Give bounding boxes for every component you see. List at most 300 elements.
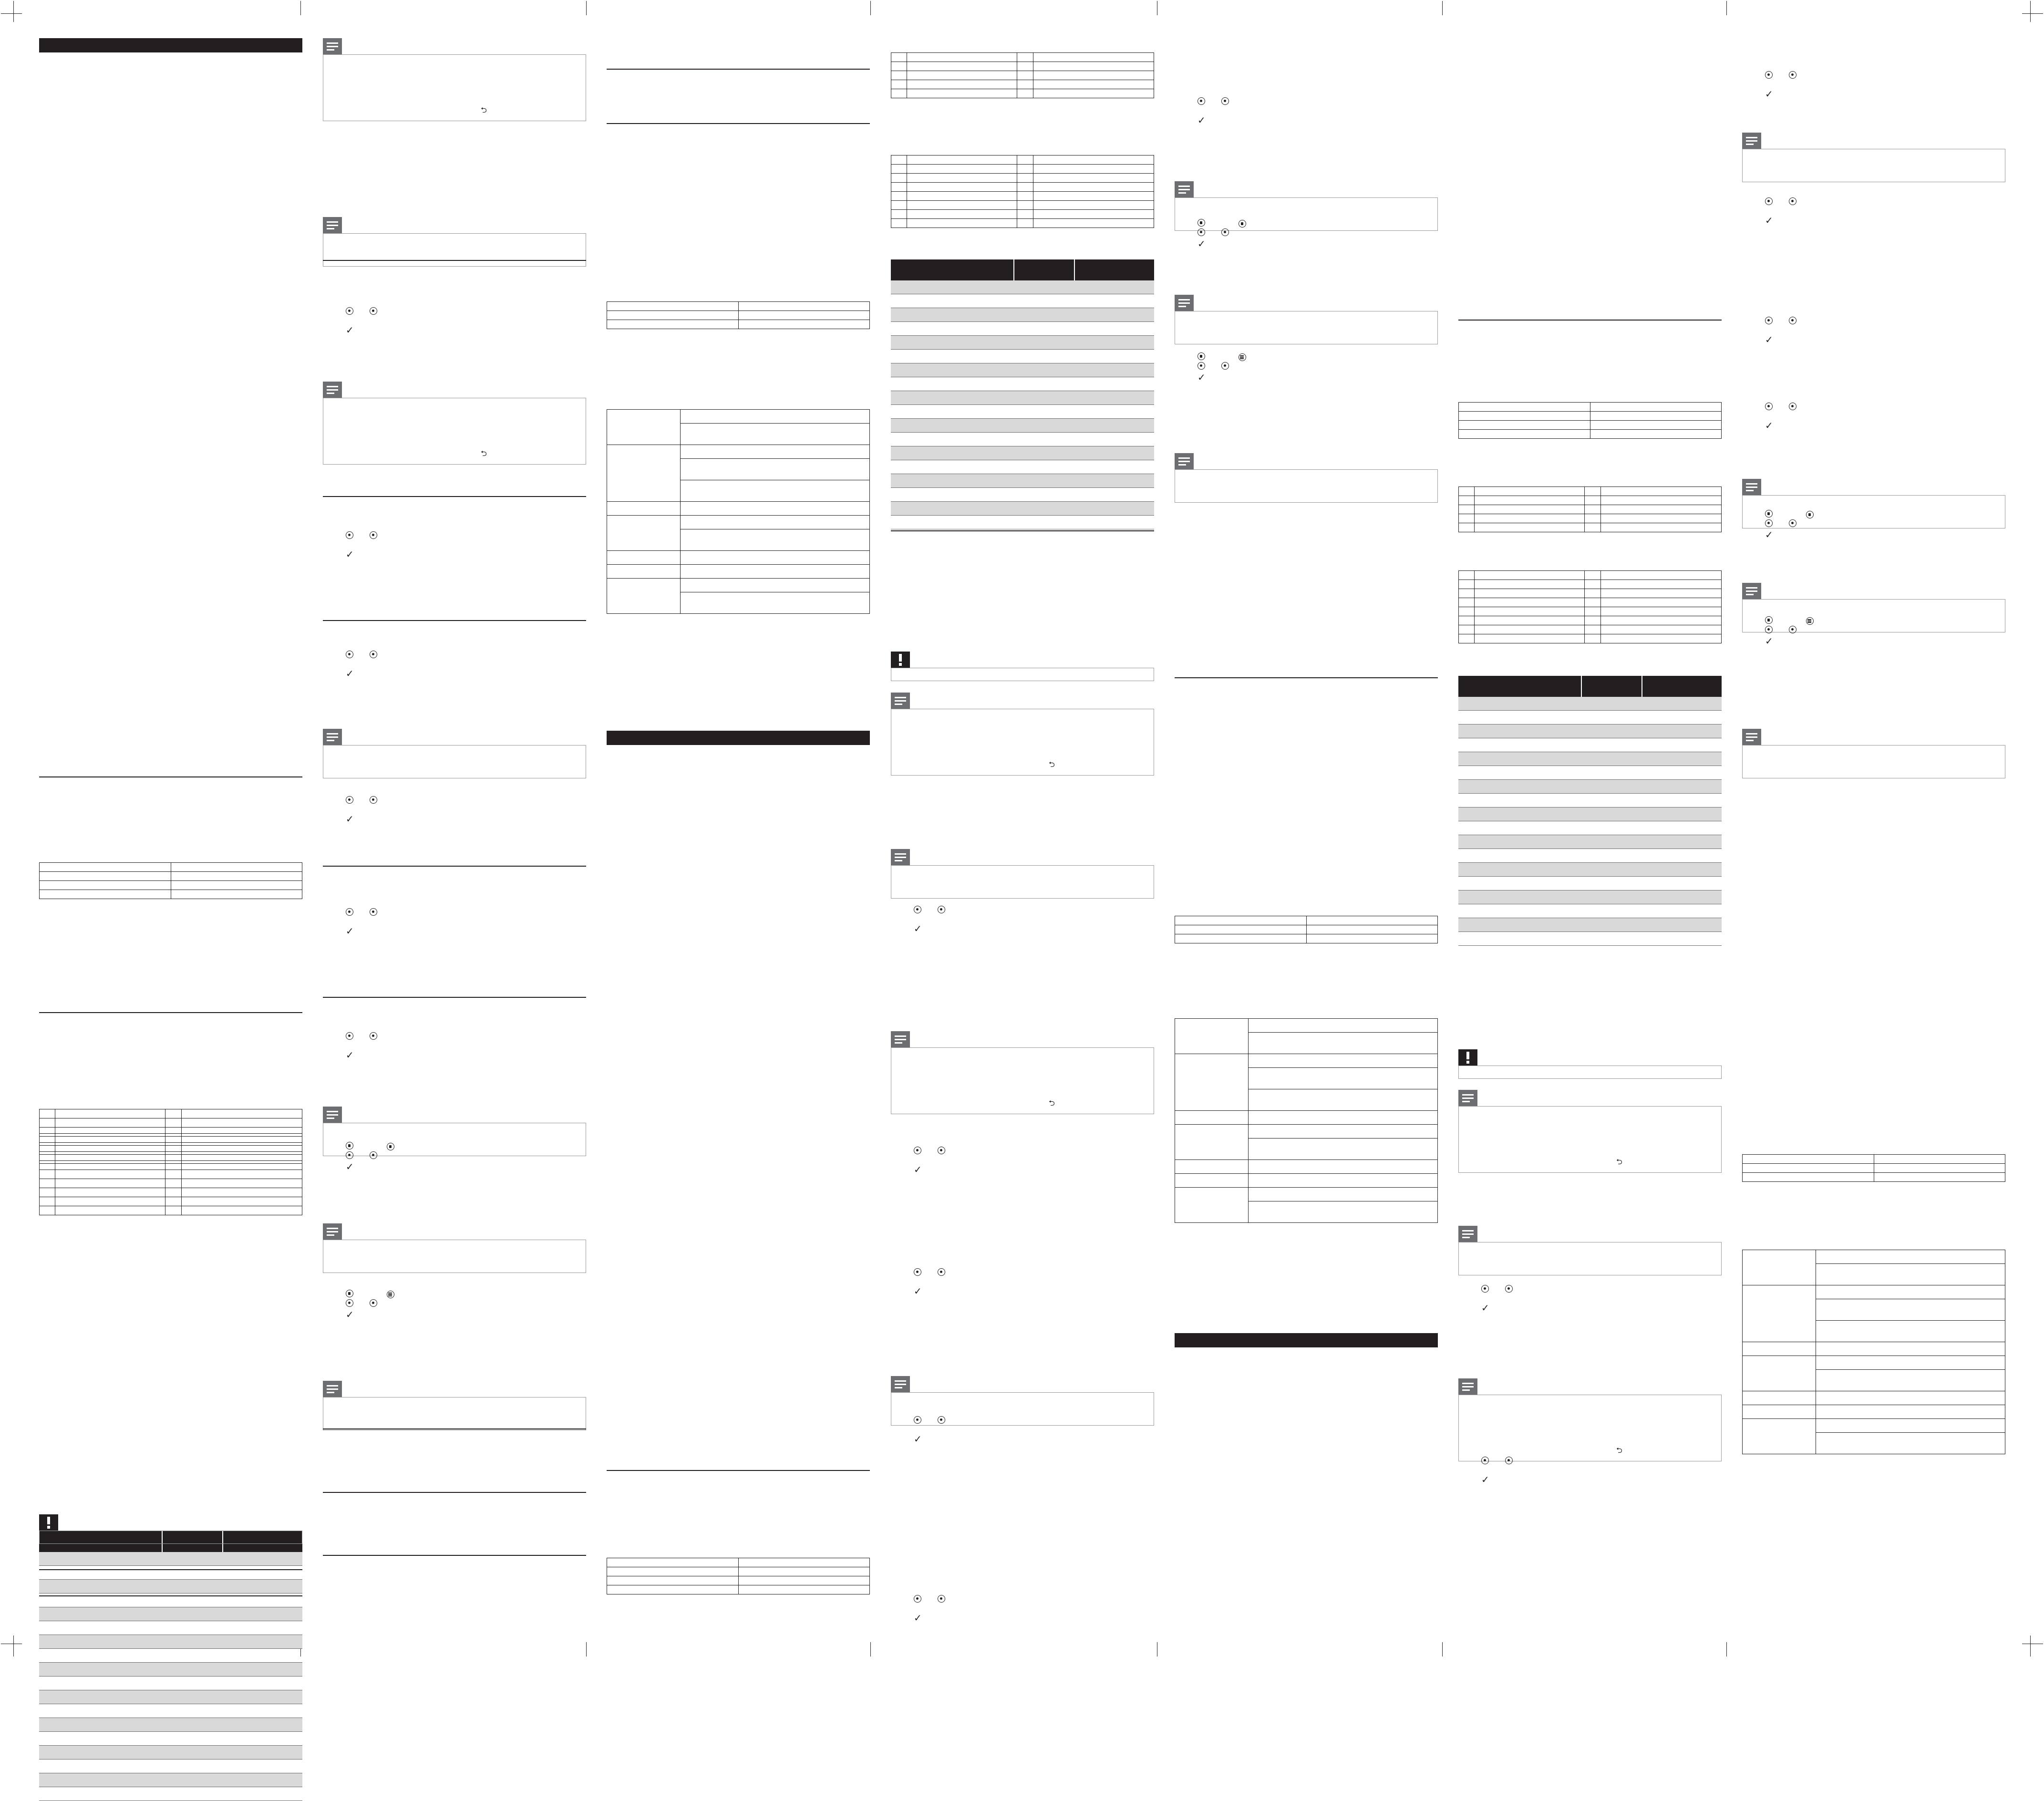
table-row	[1459, 523, 1722, 532]
table-cell	[1475, 607, 1585, 616]
table-row	[891, 80, 1154, 89]
rule-block	[1175, 677, 1438, 678]
select-button-icon[interactable]	[938, 1416, 945, 1424]
section-header-text	[607, 734, 610, 742]
power-button-icon[interactable]	[387, 1143, 394, 1150]
table-cell	[1585, 625, 1600, 634]
power-button-icon[interactable]	[1806, 511, 1814, 518]
note-body	[1175, 311, 1438, 344]
select-button-icon[interactable]	[346, 1151, 353, 1159]
note-header	[891, 849, 1154, 865]
table-row	[1175, 1019, 1438, 1033]
power-button-icon[interactable]	[1197, 219, 1205, 227]
table-row	[40, 1179, 302, 1188]
select-button-icon[interactable]	[914, 1147, 921, 1154]
grid-table-block	[1458, 570, 1722, 643]
rule-block	[607, 69, 870, 70]
menu-button-icon[interactable]	[387, 1291, 394, 1298]
data-grid-table	[1458, 570, 1722, 643]
select-button-icon[interactable]	[1221, 97, 1229, 105]
select-button-icon[interactable]	[370, 908, 377, 916]
select-button-icon[interactable]	[938, 1147, 945, 1154]
table-cell	[1033, 80, 1154, 89]
data-grid-table	[891, 52, 1154, 98]
key-value-table	[607, 301, 870, 329]
table-row	[1458, 738, 1722, 752]
spec-value-cell	[1249, 1201, 1438, 1223]
select-button-icon[interactable]	[346, 908, 353, 916]
check-icon: ✓	[1765, 215, 1773, 226]
power-button-icon[interactable]	[346, 1290, 353, 1297]
warning-header	[1458, 1049, 1722, 1066]
table-cell	[1590, 421, 1722, 430]
table-cell	[1017, 192, 1033, 201]
table-cell	[171, 863, 302, 872]
spec-value-cell	[1816, 1342, 2005, 1356]
table-cell	[1033, 62, 1154, 71]
table-row	[891, 62, 1154, 71]
table-row	[607, 579, 870, 592]
note-header	[1742, 133, 2005, 149]
section-rule	[323, 496, 586, 497]
table-header-cell	[1458, 676, 1582, 697]
select-button-icon[interactable]	[938, 1268, 945, 1276]
table-cell	[1874, 1164, 2005, 1173]
select-button-icon[interactable]	[1789, 71, 1796, 79]
select-button-icon[interactable]	[370, 307, 377, 315]
back-icon: ⮌	[1049, 760, 1055, 769]
table-row	[40, 881, 302, 890]
table-cell	[607, 1558, 739, 1567]
table-row	[891, 53, 1154, 62]
step-row	[1742, 635, 2005, 647]
power-button-icon[interactable]	[1197, 352, 1205, 360]
table-cell	[40, 872, 171, 881]
select-button-icon[interactable]	[1221, 362, 1229, 370]
key-value-table	[607, 1558, 870, 1594]
select-button-icon[interactable]	[1197, 228, 1205, 236]
check-icon: ✓	[914, 1164, 922, 1175]
table-cell	[1590, 403, 1722, 412]
note-header	[1175, 453, 1438, 469]
select-button-icon[interactable]	[1481, 1285, 1489, 1293]
table-cell	[55, 1197, 165, 1206]
table-cell	[171, 872, 302, 881]
check-icon: ✓	[1197, 114, 1206, 126]
note-icon	[891, 1376, 910, 1392]
crop-mark	[13, 1, 14, 22]
note-block	[323, 1381, 586, 1430]
rule-block	[323, 1555, 586, 1556]
note-icon	[1458, 1226, 1477, 1242]
warning-body	[891, 668, 1154, 681]
spec-value-cell	[681, 502, 870, 516]
column-6	[1458, 0, 1722, 1657]
warning-block	[39, 1514, 302, 1544]
table-cell	[1017, 53, 1033, 62]
table-row	[1743, 1164, 2005, 1173]
select-button-icon[interactable]	[346, 796, 353, 804]
table-row	[891, 192, 1154, 201]
select-button-icon[interactable]	[1765, 71, 1773, 79]
select-button-icon[interactable]	[370, 651, 377, 658]
table-row	[891, 446, 1154, 460]
select-button-icon[interactable]	[938, 1595, 945, 1603]
table-cell	[1600, 571, 1721, 580]
kv-table-block	[607, 301, 870, 329]
table-row	[891, 308, 1154, 322]
table-cell	[1585, 589, 1600, 598]
table-cell	[907, 80, 1017, 89]
table-cell	[738, 1558, 870, 1567]
column-1	[39, 0, 302, 1657]
crop-mark	[2030, 1, 2031, 22]
select-button-icon[interactable]	[1765, 197, 1773, 205]
table-cell	[907, 53, 1017, 62]
table-cell	[1743, 1155, 1874, 1164]
step-row	[1742, 334, 2005, 345]
select-button-icon[interactable]	[1197, 97, 1205, 105]
step-row	[1742, 420, 2005, 431]
step-row	[323, 1309, 586, 1320]
select-button-icon[interactable]	[1765, 317, 1773, 324]
power-button-icon[interactable]	[1239, 220, 1246, 228]
table-cell	[1585, 505, 1600, 514]
table-cell	[607, 1567, 739, 1576]
check-icon: ✓	[914, 1433, 922, 1445]
table-row	[891, 71, 1154, 80]
spec-group-cell	[1175, 1054, 1249, 1111]
column-3	[607, 0, 870, 1657]
table-cell	[165, 1143, 181, 1152]
table-cell	[1585, 496, 1600, 505]
select-button-icon[interactable]	[1221, 228, 1229, 236]
table-row	[39, 1663, 302, 1677]
select-button-icon[interactable]	[1789, 403, 1796, 410]
select-button-icon[interactable]	[370, 1151, 377, 1159]
table-row	[1458, 780, 1722, 794]
note-block	[1742, 133, 2005, 182]
select-button-icon[interactable]	[1789, 317, 1796, 324]
spec-value-cell	[1249, 1089, 1438, 1111]
step-row	[1458, 1283, 1722, 1294]
select-button-icon[interactable]	[938, 906, 945, 913]
table-cell	[165, 1109, 181, 1118]
table-row	[1458, 752, 1722, 766]
power-button-icon[interactable]	[1765, 616, 1773, 624]
select-button-icon[interactable]	[346, 651, 353, 658]
table-row	[891, 89, 1154, 98]
select-button-icon[interactable]	[914, 1268, 921, 1276]
table-row	[1459, 421, 1722, 430]
step-row	[891, 1612, 1154, 1624]
spec-group-cell	[1175, 1188, 1249, 1223]
table-cell	[738, 1576, 870, 1585]
select-button-icon[interactable]	[1765, 403, 1773, 410]
select-button-icon[interactable]	[1789, 197, 1796, 205]
note-body	[891, 1047, 1154, 1114]
check-icon: ✓	[914, 1612, 922, 1624]
table-row	[39, 1732, 302, 1746]
table-row	[607, 502, 870, 516]
table-cell	[1874, 1173, 2005, 1182]
table-row	[39, 1787, 302, 1801]
table-cell	[1585, 607, 1600, 616]
column-7	[1742, 0, 2005, 1657]
spec-group-cell	[607, 516, 681, 551]
note-block	[1175, 453, 1438, 503]
warning-body	[39, 1531, 302, 1544]
data-grid-table	[39, 1133, 302, 1215]
table-row	[39, 1566, 302, 1580]
note-block	[323, 1223, 586, 1273]
table-cell	[1017, 183, 1033, 192]
step-row	[891, 923, 1154, 934]
table-cell	[165, 1161, 181, 1170]
step-row	[323, 1049, 586, 1061]
power-button-icon[interactable]	[1765, 510, 1773, 518]
table-row	[39, 1718, 302, 1732]
step-row	[323, 1030, 586, 1042]
table-row	[891, 488, 1154, 502]
table-row	[1175, 925, 1438, 934]
table-row	[39, 1690, 302, 1704]
table-cell	[40, 1143, 55, 1152]
table-cell	[165, 1152, 181, 1161]
note-header	[891, 693, 1154, 709]
table-cell	[181, 1197, 302, 1206]
table-cell	[1585, 571, 1600, 580]
section-rule	[1458, 320, 1722, 321]
table-cell	[891, 155, 907, 165]
step-row	[323, 549, 586, 560]
table-row	[891, 336, 1154, 350]
section-rule	[323, 1492, 586, 1493]
table-row	[891, 201, 1154, 210]
table-cell	[1600, 505, 1721, 514]
table-cell	[1459, 523, 1475, 532]
check-icon: ✓	[346, 813, 354, 825]
table-cell	[1475, 598, 1585, 607]
step-row	[1742, 196, 2005, 207]
step-row	[1742, 88, 2005, 100]
warning-block	[891, 652, 1154, 681]
rule-block	[323, 496, 586, 497]
table-cell	[1017, 89, 1033, 98]
spec-table-block	[1742, 1250, 2005, 1454]
table-row	[607, 1585, 870, 1594]
rule-block	[323, 1428, 586, 1429]
table-row	[1459, 571, 1722, 580]
table-cell	[738, 311, 870, 320]
check-icon: ✓	[1197, 238, 1206, 249]
select-button-icon[interactable]	[914, 1416, 921, 1424]
table-cell	[1033, 210, 1154, 219]
warning-icon	[891, 652, 910, 668]
table-cell	[1585, 523, 1600, 532]
table-row	[1459, 607, 1722, 616]
table-row	[607, 1567, 870, 1576]
spec-group-cell	[1175, 1160, 1249, 1174]
spec-value-cell	[1816, 1264, 2005, 1285]
note-body	[891, 865, 1154, 899]
table-cell	[1017, 165, 1033, 174]
table-cell	[907, 174, 1017, 183]
shaded-table-block	[39, 1531, 302, 1801]
shaded-table	[891, 259, 1154, 529]
select-button-icon[interactable]	[914, 906, 921, 913]
table-cell	[738, 320, 870, 329]
menu-button-icon[interactable]	[1806, 617, 1814, 625]
table-cell	[40, 1170, 55, 1179]
step-row	[323, 305, 586, 317]
step-row	[323, 906, 586, 918]
table-row	[1175, 1160, 1438, 1174]
step-row	[1742, 624, 2005, 635]
table-header-cell	[1642, 676, 1722, 697]
table-cell	[907, 155, 1017, 165]
column-2	[323, 0, 586, 1657]
warning-icon	[1458, 1049, 1477, 1066]
table-row	[1743, 1405, 2005, 1419]
back-icon: ⮌	[1049, 1098, 1055, 1108]
table-cell	[1590, 412, 1722, 421]
table-cell	[1475, 580, 1585, 589]
table-cell	[1017, 210, 1033, 219]
table-cell	[738, 1567, 870, 1576]
check-icon: ✓	[1765, 635, 1773, 647]
table-cell	[907, 165, 1017, 174]
note-header	[1458, 1226, 1722, 1242]
table-cell	[55, 1170, 165, 1179]
check-icon: ✓	[1481, 1302, 1489, 1314]
spec-value-cell	[1249, 1019, 1438, 1033]
select-button-icon[interactable]	[370, 531, 377, 539]
note-block	[891, 1031, 1154, 1114]
step-row	[323, 529, 586, 541]
table-cell	[181, 1188, 302, 1197]
section-rule	[607, 123, 870, 124]
spec-value-cell	[681, 424, 870, 445]
shaded-table	[39, 1531, 302, 1801]
select-button-icon[interactable]	[370, 1032, 377, 1040]
table-row	[607, 1558, 870, 1567]
table-cell	[55, 1109, 165, 1118]
table-row	[40, 1152, 302, 1161]
table-row	[1458, 835, 1722, 849]
grid-table-block	[1458, 486, 1722, 532]
table-row	[891, 433, 1154, 446]
select-button-icon[interactable]	[1789, 626, 1796, 633]
table-row	[891, 155, 1154, 165]
select-button-icon[interactable]	[1765, 626, 1773, 633]
power-button-icon[interactable]	[346, 1142, 353, 1149]
warning-header	[891, 652, 1154, 668]
select-button-icon[interactable]	[1481, 1457, 1489, 1464]
step-row	[1458, 1474, 1722, 1485]
table-cell	[1475, 523, 1585, 532]
table-row	[891, 419, 1154, 433]
step-row	[891, 1164, 1154, 1175]
note-header	[323, 38, 586, 54]
table-cell	[907, 89, 1017, 98]
spec-group-cell	[607, 410, 681, 445]
note-header	[323, 1223, 586, 1240]
table-cell	[738, 302, 870, 311]
spec-value-cell	[681, 592, 870, 614]
select-button-icon[interactable]	[370, 796, 377, 804]
table-cell	[891, 165, 907, 174]
spec-value-cell	[1249, 1111, 1438, 1125]
fold-mark	[870, 1642, 871, 1656]
table-cell	[40, 1109, 55, 1118]
spec-table-block	[1175, 1018, 1438, 1223]
step-row	[891, 1145, 1154, 1156]
spec-value-cell	[1816, 1405, 2005, 1419]
table-cell	[55, 1206, 165, 1215]
key-value-table	[1742, 1154, 2005, 1182]
table-cell	[1459, 625, 1475, 634]
grid-table-block	[39, 1133, 302, 1215]
rule-block	[323, 620, 586, 621]
select-button-icon[interactable]	[346, 307, 353, 315]
note-body	[1458, 1106, 1722, 1173]
table-row	[891, 460, 1154, 474]
select-button-icon[interactable]	[346, 531, 353, 539]
table-row	[39, 1746, 302, 1760]
table-cell	[1017, 155, 1033, 165]
table-cell	[1033, 201, 1154, 210]
table-cell	[891, 210, 907, 219]
table-cell	[181, 1134, 302, 1143]
table-cell	[1175, 925, 1307, 934]
table-cell	[40, 1188, 55, 1197]
select-button-icon[interactable]	[914, 1595, 921, 1603]
table-row	[40, 1197, 302, 1206]
select-button-icon[interactable]	[1505, 1285, 1513, 1293]
check-icon: ✓	[346, 925, 354, 937]
select-button-icon[interactable]	[346, 1032, 353, 1040]
select-button-icon[interactable]	[1197, 362, 1205, 370]
select-button-icon[interactable]	[1505, 1457, 1513, 1464]
note-block	[1458, 1378, 1722, 1461]
table-cell	[891, 192, 907, 201]
select-button-icon[interactable]	[370, 1299, 377, 1307]
menu-button-icon[interactable]	[1239, 353, 1246, 361]
note-body	[323, 1240, 586, 1273]
spec-group-cell	[1743, 1250, 1816, 1285]
note-icon	[1175, 453, 1194, 469]
spec-group-cell	[607, 579, 681, 614]
select-button-icon[interactable]	[1789, 519, 1796, 527]
table-row	[39, 1607, 302, 1621]
table-cell	[1017, 62, 1033, 71]
note-block	[891, 693, 1154, 776]
table-cell	[55, 1188, 165, 1197]
fold-mark	[586, 1, 587, 15]
table-cell	[1033, 165, 1154, 174]
table-cell	[891, 183, 907, 192]
table-row	[1458, 711, 1722, 725]
table-cell	[1306, 934, 1438, 943]
table-cell	[1033, 89, 1154, 98]
table-row	[39, 1580, 302, 1594]
select-button-icon[interactable]	[346, 1299, 353, 1307]
select-button-icon[interactable]	[1765, 519, 1773, 527]
spec-value-cell	[1249, 1188, 1438, 1201]
step-row	[323, 1149, 586, 1161]
table-cell	[907, 62, 1017, 71]
